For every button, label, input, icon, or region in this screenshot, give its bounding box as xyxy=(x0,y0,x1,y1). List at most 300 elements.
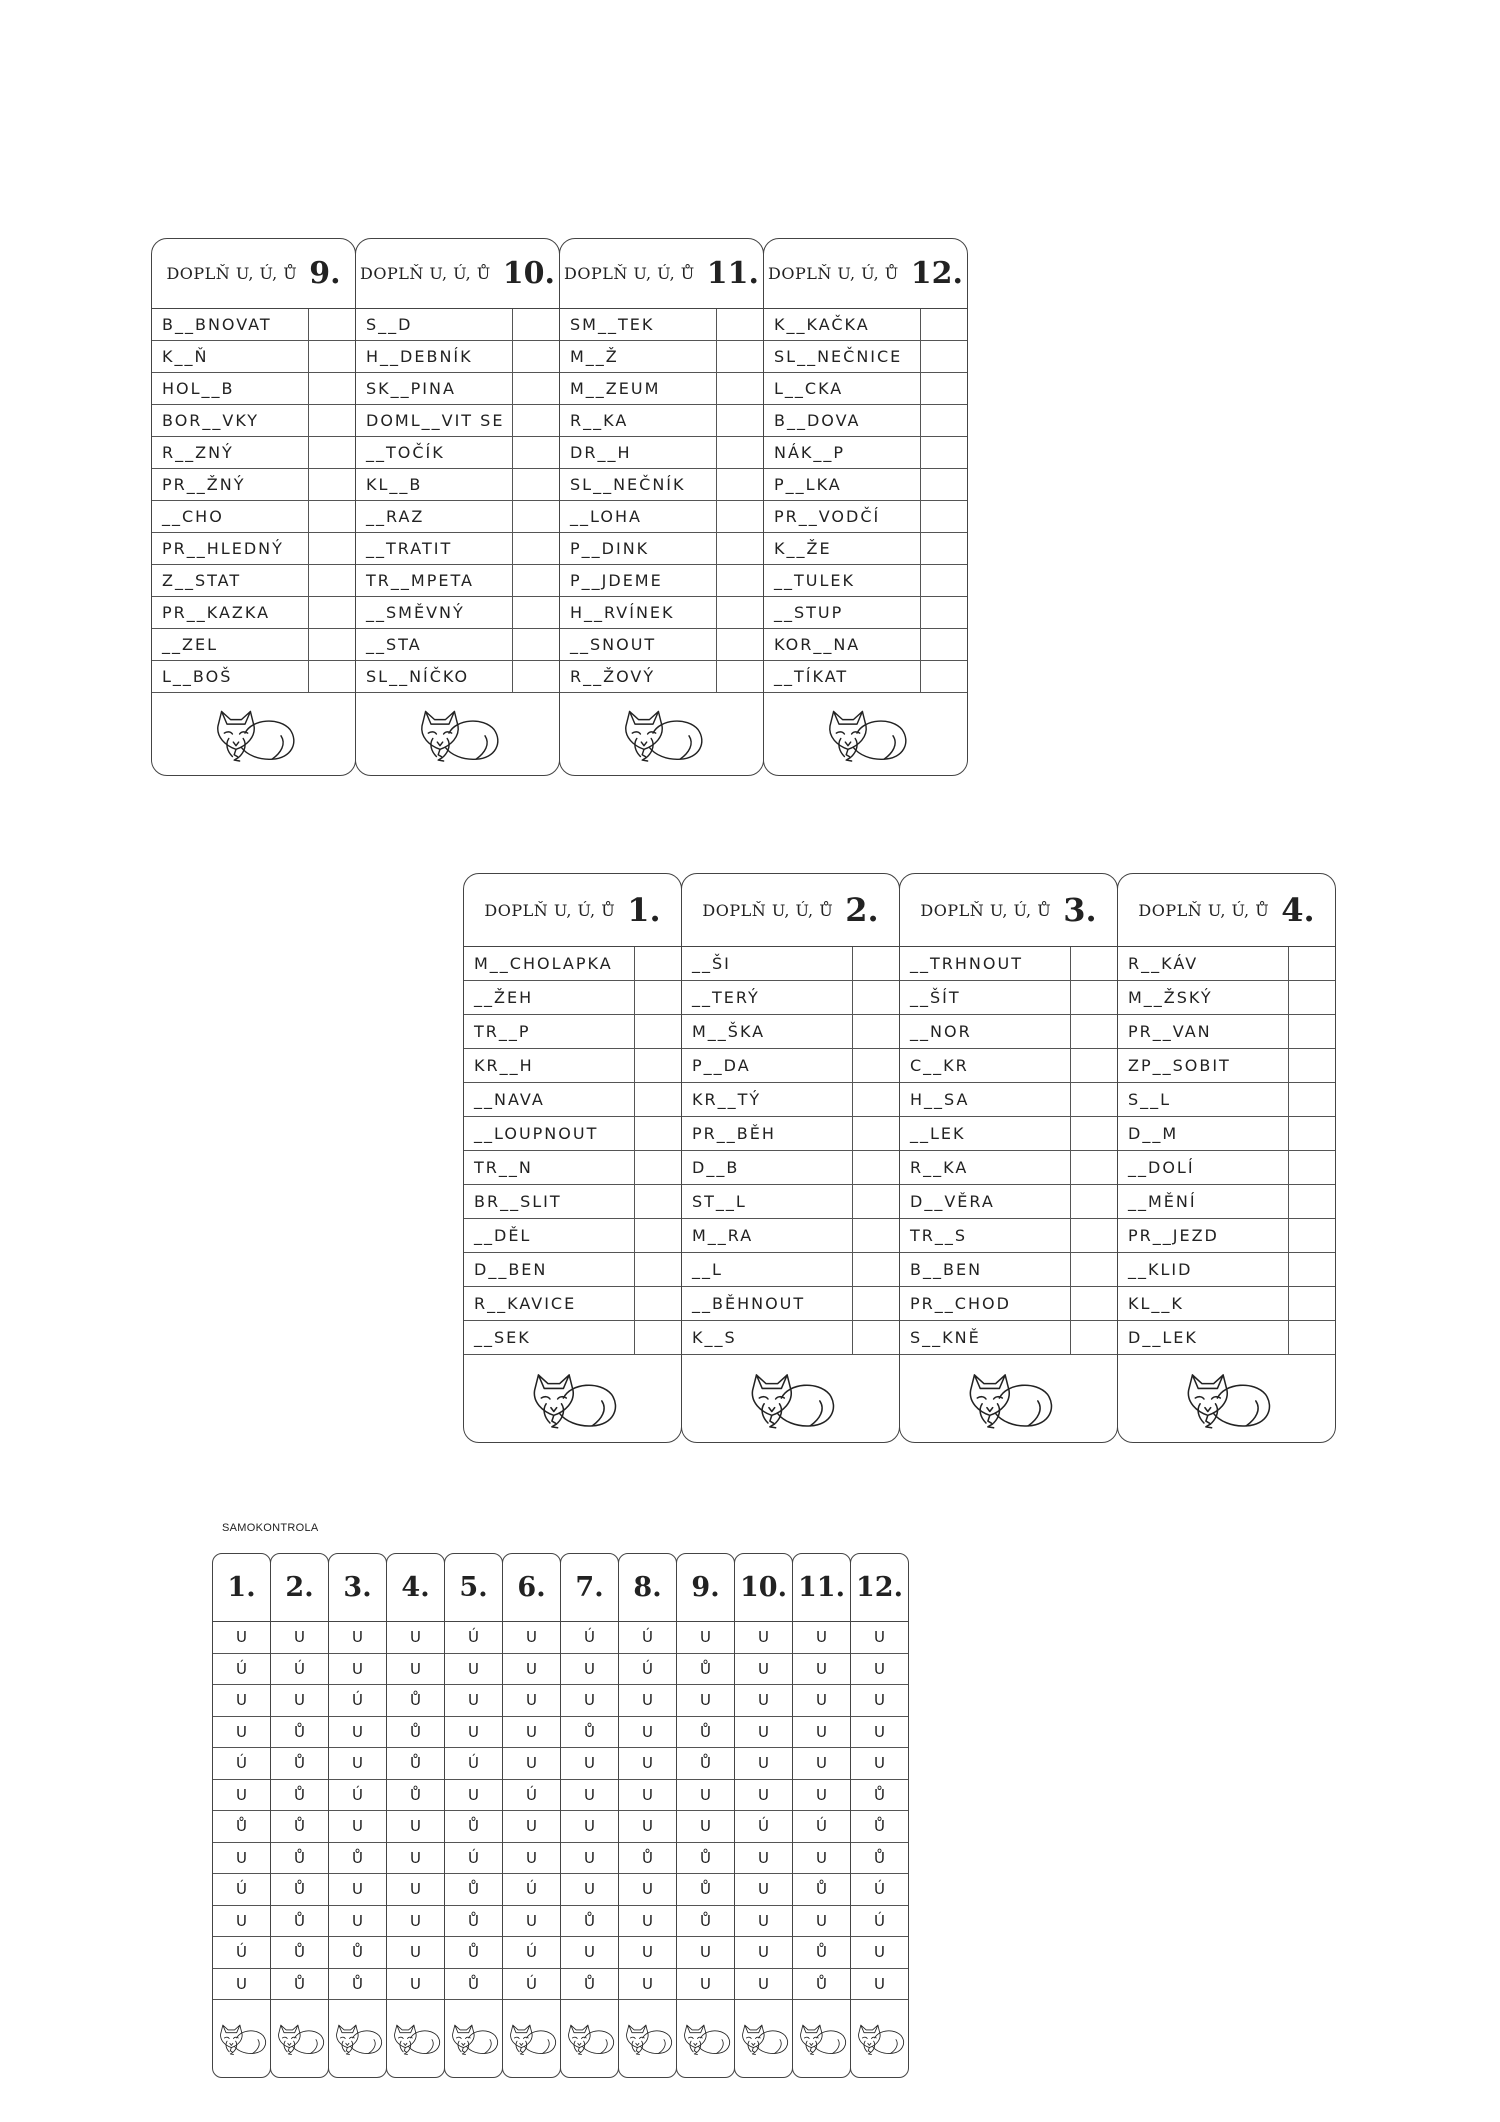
answer-cell[interactable] xyxy=(635,1083,681,1116)
answer-cell[interactable] xyxy=(1289,1321,1335,1354)
word-cell: TR__S xyxy=(900,1219,1071,1252)
word-cell: __NAVA xyxy=(464,1083,635,1116)
answer-key-cell: Ů xyxy=(213,1811,270,1843)
word-cell: TR__N xyxy=(464,1151,635,1184)
answer-key-cell: U xyxy=(677,1780,734,1812)
answer-cell[interactable] xyxy=(1289,1049,1335,1082)
answer-cell[interactable] xyxy=(513,309,559,340)
word-row xyxy=(764,533,967,565)
word-cell: D__LEK xyxy=(1118,1321,1289,1354)
answer-key-cell: Ů xyxy=(677,1843,734,1875)
answer-cell[interactable] xyxy=(635,1151,681,1184)
answer-cell[interactable] xyxy=(309,629,355,660)
answer-cell[interactable] xyxy=(513,629,559,660)
answer-cell[interactable] xyxy=(1289,1117,1335,1150)
answer-cell[interactable] xyxy=(1071,1049,1117,1082)
answer-key-cell: U xyxy=(329,1748,386,1780)
answer-key-cell: U xyxy=(387,1906,444,1938)
word-row xyxy=(1118,1083,1335,1117)
fox-icon xyxy=(215,2022,269,2055)
card-header xyxy=(764,239,967,309)
answer-cell[interactable] xyxy=(921,437,967,468)
answer-key-cell: Ů xyxy=(387,1717,444,1749)
word-cell: __BĚHNOUT xyxy=(682,1287,853,1320)
word-row xyxy=(900,981,1117,1015)
answer-cell[interactable] xyxy=(1071,1185,1117,1218)
word-row xyxy=(356,597,559,629)
answer-cell[interactable] xyxy=(853,981,899,1014)
column-footer xyxy=(677,2000,734,2077)
word-row xyxy=(464,1219,681,1253)
word-cell: __LEK xyxy=(900,1117,1071,1150)
answer-cell[interactable] xyxy=(921,597,967,628)
answer-cell[interactable] xyxy=(921,373,967,404)
answer-cell[interactable] xyxy=(513,469,559,500)
word-cell: __ŠI xyxy=(682,947,853,980)
word-cell: PR__JEZD xyxy=(1118,1219,1289,1252)
word-row xyxy=(1118,1117,1335,1151)
word-cell: BOR__VKY xyxy=(152,405,309,436)
answer-cell[interactable] xyxy=(1289,1185,1335,1218)
answer-cell[interactable] xyxy=(1071,1117,1117,1150)
word-cell: R__KA xyxy=(560,405,717,436)
answer-key-cell: U xyxy=(735,1748,792,1780)
answer-cell[interactable] xyxy=(1071,1015,1117,1048)
answer-cell[interactable] xyxy=(513,501,559,532)
answer-cell[interactable] xyxy=(717,469,763,500)
answer-key-cell: U xyxy=(503,1685,560,1717)
answer-key-cell: Ů xyxy=(329,1969,386,2001)
answer-cell[interactable] xyxy=(513,437,559,468)
answer-cell[interactable] xyxy=(309,405,355,436)
word-row xyxy=(356,309,559,341)
fox-icon xyxy=(679,2022,733,2055)
answer-key-cell: Ú xyxy=(213,1874,270,1906)
word-cell: DOML__VIT SE xyxy=(356,405,513,436)
word-cell: M__ZEUM xyxy=(560,373,717,404)
answer-cell[interactable] xyxy=(513,533,559,564)
answer-key-cell: U xyxy=(387,1811,444,1843)
answer-key-cell: U xyxy=(387,1622,444,1654)
card-heading-label: DOPLŇ U, Ú, Ů xyxy=(484,900,616,920)
answer-cell[interactable] xyxy=(921,341,967,372)
answer-cell[interactable] xyxy=(1071,981,1117,1014)
answer-key-cell: U xyxy=(329,1654,386,1686)
word-cell: PR__VODČÍ xyxy=(764,501,921,532)
word-row xyxy=(764,341,967,373)
answer-cell[interactable] xyxy=(635,1321,681,1354)
word-cell: ZP__SOBIT xyxy=(1118,1049,1289,1082)
fox-icon xyxy=(737,2022,791,2055)
answer-key-cell: Ú xyxy=(213,1654,270,1686)
answer-cell[interactable] xyxy=(1289,1151,1335,1184)
word-row xyxy=(764,405,967,437)
answer-key-cell: U xyxy=(503,1906,560,1938)
card-footer xyxy=(356,693,559,775)
word-cell: S__D xyxy=(356,309,513,340)
answer-cell[interactable] xyxy=(1289,1287,1335,1320)
word-cell: SL__NEČNICE xyxy=(764,341,921,372)
card-number: 3. xyxy=(1063,891,1097,929)
word-cell: D__BEN xyxy=(464,1253,635,1286)
word-row xyxy=(1118,1253,1335,1287)
answer-key-cell: U xyxy=(503,1717,560,1749)
answer-key-cell: Ú xyxy=(213,1937,270,1969)
answer-cell[interactable] xyxy=(853,947,899,980)
word-row xyxy=(560,405,763,437)
answer-key-cell: Ů xyxy=(387,1748,444,1780)
answer-key-cell: U xyxy=(503,1622,560,1654)
answer-key-cell: Ú xyxy=(271,1654,328,1686)
answer-cell[interactable] xyxy=(921,629,967,660)
answer-key-cell: U xyxy=(735,1906,792,1938)
answer-key-cell: Ú xyxy=(445,1843,502,1875)
answer-key-cell: Ů xyxy=(793,1969,850,2001)
top-card-group xyxy=(151,238,968,776)
answer-cell[interactable] xyxy=(635,1015,681,1048)
column-footer xyxy=(329,2000,386,2077)
word-row xyxy=(682,1185,899,1219)
card-header xyxy=(464,874,681,947)
answer-key-cell: Ů xyxy=(329,1843,386,1875)
answer-cell[interactable] xyxy=(635,1253,681,1286)
word-row xyxy=(682,1287,899,1321)
answer-cell[interactable] xyxy=(853,1049,899,1082)
answer-cell[interactable] xyxy=(1071,1287,1117,1320)
answer-key-cell: U xyxy=(793,1622,850,1654)
word-row xyxy=(560,661,763,693)
answer-cell[interactable] xyxy=(1289,1253,1335,1286)
fox-icon xyxy=(273,2022,327,2055)
word-cell: P__DA xyxy=(682,1049,853,1082)
card-footer xyxy=(764,693,967,775)
answer-cell[interactable] xyxy=(1289,947,1335,980)
word-row xyxy=(900,1219,1117,1253)
answer-cell[interactable] xyxy=(1071,947,1117,980)
word-row xyxy=(682,947,899,981)
self-check-column-10 xyxy=(734,1553,793,2078)
word-row xyxy=(682,1083,899,1117)
word-row xyxy=(356,501,559,533)
word-cell: D__B xyxy=(682,1151,853,1184)
word-row xyxy=(764,469,967,501)
answer-cell[interactable] xyxy=(1289,1015,1335,1048)
word-cell: D__M xyxy=(1118,1117,1289,1150)
fox-icon xyxy=(331,2022,385,2055)
word-cell: __DĚL xyxy=(464,1219,635,1252)
word-row xyxy=(152,565,355,597)
word-row xyxy=(1118,1219,1335,1253)
answer-key-cell: Ů xyxy=(677,1906,734,1938)
word-row xyxy=(900,1287,1117,1321)
answer-cell[interactable] xyxy=(853,1015,899,1048)
word-cell: R__ŽOVÝ xyxy=(560,661,717,692)
column-footer xyxy=(503,2000,560,2077)
answer-key-cell: U xyxy=(735,1685,792,1717)
answer-cell[interactable] xyxy=(853,1321,899,1354)
answer-cell[interactable] xyxy=(717,565,763,596)
answer-cell[interactable] xyxy=(309,661,355,692)
card-footer xyxy=(464,1355,681,1442)
fox-icon xyxy=(821,706,911,762)
answer-key-cell: U xyxy=(735,1654,792,1686)
fox-icon xyxy=(961,1369,1057,1429)
answer-key-cell: Ů xyxy=(387,1780,444,1812)
answer-cell[interactable] xyxy=(309,373,355,404)
top-card-10 xyxy=(355,238,560,776)
answer-key-cell: U xyxy=(561,1843,618,1875)
answer-cell[interactable] xyxy=(853,1253,899,1286)
answer-cell[interactable] xyxy=(635,1219,681,1252)
word-row xyxy=(356,373,559,405)
answer-key-cell: U xyxy=(271,1685,328,1717)
answer-key-cell: U xyxy=(561,1654,618,1686)
answer-key-cell: U xyxy=(213,1622,270,1654)
answer-key-cell: U xyxy=(793,1654,850,1686)
answer-cell[interactable] xyxy=(921,469,967,500)
word-cell: SL__NÍČKO xyxy=(356,661,513,692)
answer-key-cell: U xyxy=(387,1843,444,1875)
word-row xyxy=(1118,1185,1335,1219)
word-row xyxy=(464,947,681,981)
card-heading-label: DOPLŇ U, Ú, Ů xyxy=(920,900,1052,920)
word-cell: KOR__NA xyxy=(764,629,921,660)
word-row xyxy=(900,1117,1117,1151)
answer-cell[interactable] xyxy=(853,1083,899,1116)
answer-cell[interactable] xyxy=(513,597,559,628)
card-number: 10. xyxy=(502,256,555,291)
answer-cell[interactable] xyxy=(309,341,355,372)
answer-cell[interactable] xyxy=(635,947,681,980)
answer-key-cell: U xyxy=(213,1969,270,2001)
answer-key-cell: U xyxy=(677,1811,734,1843)
word-cell: __TRATIT xyxy=(356,533,513,564)
answer-cell[interactable] xyxy=(717,597,763,628)
answer-cell[interactable] xyxy=(635,1049,681,1082)
word-row xyxy=(764,629,967,661)
word-cell: BR__SLIT xyxy=(464,1185,635,1218)
word-cell: __SMĚVNÝ xyxy=(356,597,513,628)
answer-cell[interactable] xyxy=(1289,1083,1335,1116)
column-footer xyxy=(735,2000,792,2077)
answer-cell[interactable] xyxy=(717,629,763,660)
answer-key-cell: Ů xyxy=(851,1843,908,1875)
word-row xyxy=(682,1049,899,1083)
word-cell: M__ŠKA xyxy=(682,1015,853,1048)
card-header xyxy=(152,239,355,309)
word-row xyxy=(464,1015,681,1049)
answer-cell[interactable] xyxy=(309,533,355,564)
answer-key-cell: Ú xyxy=(619,1654,676,1686)
answer-cell[interactable] xyxy=(309,469,355,500)
word-cell: PR__VAN xyxy=(1118,1015,1289,1048)
answer-cell[interactable] xyxy=(717,437,763,468)
answer-cell[interactable] xyxy=(717,373,763,404)
answer-cell[interactable] xyxy=(717,533,763,564)
word-cell: B__BNOVAT xyxy=(152,309,309,340)
answer-cell[interactable] xyxy=(717,661,763,692)
word-row xyxy=(560,437,763,469)
word-cell: P__DINK xyxy=(560,533,717,564)
answer-key-cell: Ů xyxy=(445,1969,502,2001)
word-cell: __TÍKAT xyxy=(764,661,921,692)
word-cell: __SNOUT xyxy=(560,629,717,660)
word-row xyxy=(356,565,559,597)
card-header xyxy=(900,874,1117,947)
answer-key-cell: U xyxy=(561,1874,618,1906)
word-row xyxy=(152,501,355,533)
answer-key-cell: U xyxy=(851,1937,908,1969)
word-row xyxy=(682,1117,899,1151)
answer-cell[interactable] xyxy=(1071,1151,1117,1184)
answer-key-cell: Ú xyxy=(735,1811,792,1843)
answer-cell[interactable] xyxy=(921,309,967,340)
word-row xyxy=(152,341,355,373)
word-cell: __TULEK xyxy=(764,565,921,596)
answer-cell[interactable] xyxy=(717,405,763,436)
answer-key-cell: Ů xyxy=(445,1906,502,1938)
answer-cell[interactable] xyxy=(921,405,967,436)
word-cell: M__Ž xyxy=(560,341,717,372)
answer-cell[interactable] xyxy=(309,309,355,340)
answer-cell[interactable] xyxy=(853,1219,899,1252)
answer-key-cell: Ú xyxy=(329,1780,386,1812)
word-row xyxy=(152,309,355,341)
answer-cell[interactable] xyxy=(1071,1083,1117,1116)
word-cell: L__BOŠ xyxy=(152,661,309,692)
answer-cell[interactable] xyxy=(513,341,559,372)
card-footer xyxy=(560,693,763,775)
answer-cell[interactable] xyxy=(309,565,355,596)
answer-key-cell: U xyxy=(213,1780,270,1812)
answer-cell[interactable] xyxy=(921,501,967,532)
answer-key-cell: U xyxy=(851,1969,908,2001)
answer-cell[interactable] xyxy=(309,437,355,468)
column-number: 5. xyxy=(445,1554,502,1622)
middle-card-group xyxy=(463,873,1336,1443)
answer-cell[interactable] xyxy=(717,309,763,340)
word-row xyxy=(682,1321,899,1355)
answer-key-cell: U xyxy=(445,1685,502,1717)
word-cell: P__JDEME xyxy=(560,565,717,596)
column-footer xyxy=(561,2000,618,2077)
answer-key-cell: Ů xyxy=(677,1748,734,1780)
answer-key-cell: Ů xyxy=(271,1748,328,1780)
card-number: 2. xyxy=(845,891,879,929)
answer-cell[interactable] xyxy=(513,565,559,596)
card-number: 12. xyxy=(910,256,963,291)
answer-cell[interactable] xyxy=(853,1185,899,1218)
self-check-column-1 xyxy=(212,1553,271,2078)
answer-cell[interactable] xyxy=(513,661,559,692)
answer-cell[interactable] xyxy=(921,533,967,564)
answer-key-cell: Ů xyxy=(793,1874,850,1906)
answer-cell[interactable] xyxy=(853,1117,899,1150)
column-number: 9. xyxy=(677,1554,734,1622)
answer-cell[interactable] xyxy=(717,501,763,532)
answer-cell[interactable] xyxy=(635,981,681,1014)
answer-cell[interactable] xyxy=(309,501,355,532)
answer-key-cell: Ů xyxy=(271,1874,328,1906)
word-cell: PR__BĚH xyxy=(682,1117,853,1150)
word-cell: TR__MPETA xyxy=(356,565,513,596)
answer-key-cell: U xyxy=(213,1685,270,1717)
answer-cell[interactable] xyxy=(513,373,559,404)
word-cell: __SEK xyxy=(464,1321,635,1354)
word-cell: S__KNĚ xyxy=(900,1321,1071,1354)
word-row xyxy=(1118,1049,1335,1083)
answer-cell[interactable] xyxy=(513,405,559,436)
answer-cell[interactable] xyxy=(717,341,763,372)
answer-key-cell: Ú xyxy=(619,1622,676,1654)
answer-key-cell: U xyxy=(677,1622,734,1654)
answer-cell[interactable] xyxy=(921,661,967,692)
self-check-title: SAMOKONTROLA xyxy=(222,1522,319,1534)
answer-cell[interactable] xyxy=(635,1287,681,1320)
answer-key-cell: Ů xyxy=(561,1906,618,1938)
answer-key-cell: U xyxy=(387,1654,444,1686)
column-number: 1. xyxy=(213,1554,270,1622)
fox-icon xyxy=(853,2022,907,2055)
fox-icon xyxy=(447,2022,501,2055)
answer-key-cell: Ú xyxy=(793,1811,850,1843)
answer-key-cell: Ů xyxy=(271,1780,328,1812)
answer-cell[interactable] xyxy=(853,1287,899,1320)
word-row xyxy=(560,533,763,565)
self-check-column-9 xyxy=(676,1553,735,2078)
answer-cell[interactable] xyxy=(1071,1321,1117,1354)
word-cell: P__LKA xyxy=(764,469,921,500)
answer-cell[interactable] xyxy=(635,1117,681,1150)
answer-key-cell: U xyxy=(619,1717,676,1749)
answer-cell[interactable] xyxy=(635,1185,681,1218)
word-row xyxy=(152,405,355,437)
word-cell: S__L xyxy=(1118,1083,1289,1116)
answer-cell[interactable] xyxy=(1289,981,1335,1014)
answer-key-cell: U xyxy=(793,1780,850,1812)
card-number: 1. xyxy=(627,891,661,929)
word-row xyxy=(464,1117,681,1151)
answer-key-cell: U xyxy=(793,1748,850,1780)
middle-card-4 xyxy=(1117,873,1336,1443)
fox-icon xyxy=(563,2022,617,2055)
answer-key-cell: Ů xyxy=(561,1969,618,2001)
answer-key-cell: U xyxy=(793,1717,850,1749)
word-row xyxy=(356,661,559,693)
answer-cell[interactable] xyxy=(1289,1219,1335,1252)
word-cell: D__VĚRA xyxy=(900,1185,1071,1218)
answer-key-cell: U xyxy=(213,1906,270,1938)
word-cell: PR__HLEDNÝ xyxy=(152,533,309,564)
word-cell: __DOLÍ xyxy=(1118,1151,1289,1184)
answer-cell[interactable] xyxy=(921,565,967,596)
answer-cell[interactable] xyxy=(1071,1253,1117,1286)
word-cell: K__KAČKA xyxy=(764,309,921,340)
answer-cell[interactable] xyxy=(853,1151,899,1184)
answer-key-cell: U xyxy=(387,1937,444,1969)
answer-key-cell: U xyxy=(561,1685,618,1717)
answer-cell[interactable] xyxy=(309,597,355,628)
answer-cell[interactable] xyxy=(1071,1219,1117,1252)
word-cell: NÁK__P xyxy=(764,437,921,468)
word-cell: __CHO xyxy=(152,501,309,532)
word-row xyxy=(900,1083,1117,1117)
self-check-column-4 xyxy=(386,1553,445,2078)
word-row xyxy=(900,1253,1117,1287)
answer-key-cell: U xyxy=(503,1811,560,1843)
word-cell: DR__H xyxy=(560,437,717,468)
answer-key-cell: U xyxy=(677,1969,734,2001)
